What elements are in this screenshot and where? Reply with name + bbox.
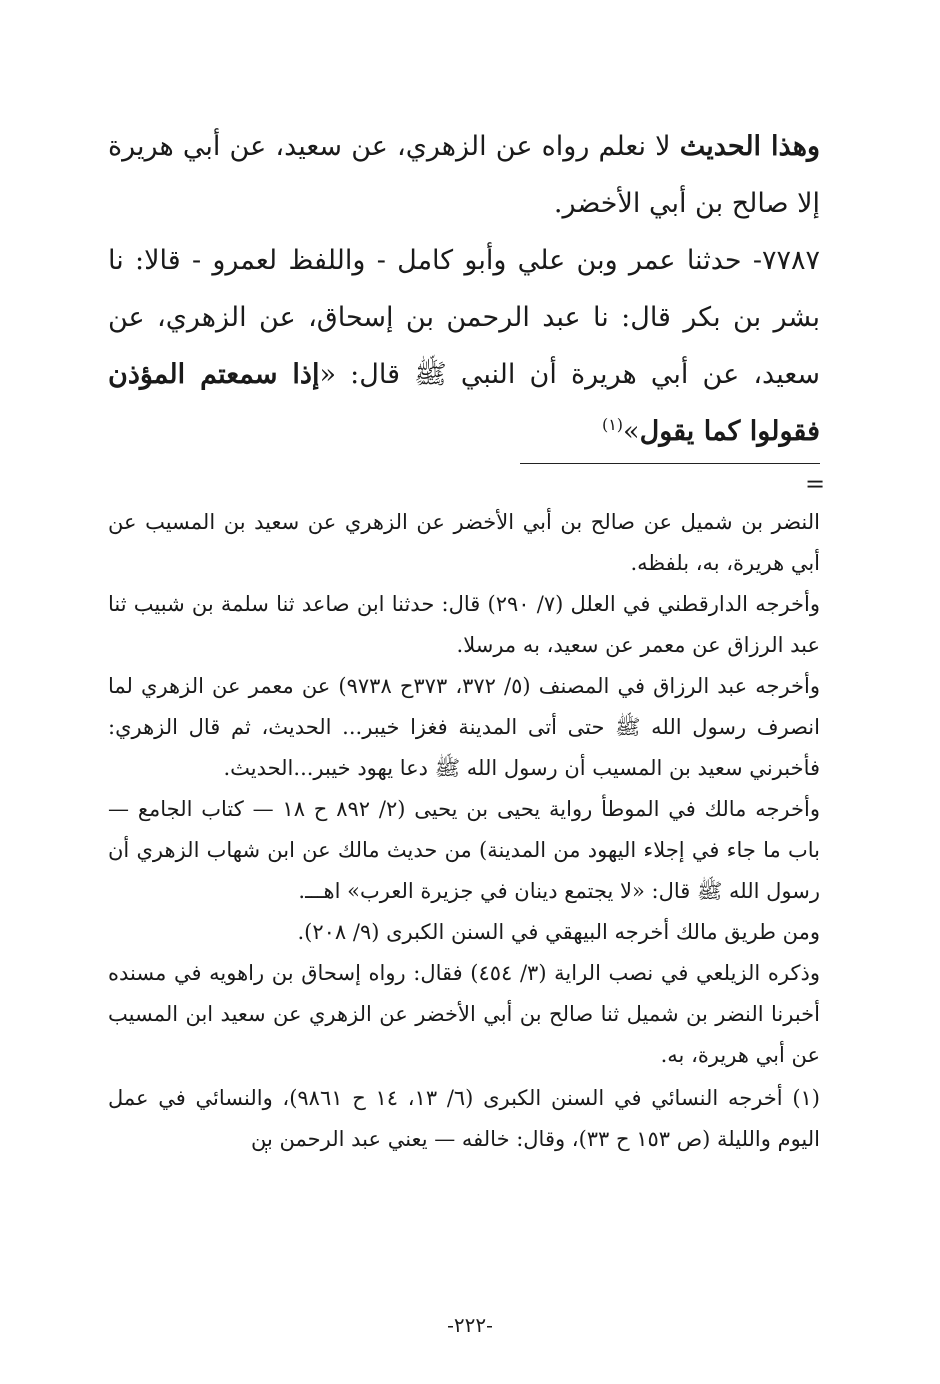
continuation-mark: = (805, 470, 826, 498)
footnote-text: أخرجه النسائي في السنن الكبرى (٦/ ١٣، ١٤ ح ٩٨٦١)، والنسائي في عمل اليوم والليلة (ص ١٥٣ ح ٣٣)، وقال: خالفه — يعني عبد الرحمن (108, 1086, 820, 1151)
hadith-chain: ٧٧٨٧- حدثنا عمر وبن علي وأبو كامل - واللفظ لعمرو - قالا: نا بشر بن بكر قال: نا عبد الرحمن بن إسحاق، عن الزهري، عن سعيد، عن أبي هريرة أن النبي ﷺ قال: « (108, 245, 821, 390)
note-paragraph: وأخرجه مالك في الموطأ رواية يحيى بن يحيى (٢/ ٨٩٢ ح ١٨ — كتاب الجامع — باب ما جاء في إجلاء اليهود من المدينة) من حديث مالك عن ابن شهاب الزهري أن رسول الله ﷺ قال: «لا يجتمع دينان في جزيرة العرب» اهـــ. (108, 797, 820, 903)
footnotes (108, 502, 820, 1160)
footnote-marker: (١) (792, 1086, 820, 1110)
footnote-last-word: بن (251, 1127, 273, 1151)
emphasis-hadith: وهذا الحديث (679, 131, 820, 162)
paragraph-1-text: لا نعلم رواه عن الزهري، عن سعيد، عن أبي هريرة إلا صالح بن أبي الأخضر. (108, 131, 820, 219)
paragraph-2 (108, 232, 820, 460)
main-text (108, 118, 820, 460)
footnote-1 (108, 1078, 820, 1160)
note-paragraph: ومن طريق مالك أخرجه البيهقي في السنن الكبرى (٩/ ٢٠٨). (297, 920, 820, 944)
quote-close: » (623, 416, 640, 447)
page-number: -٢٢٢- (447, 1313, 493, 1337)
hadith-text: إذا سمعتم المؤذن فقولوا كما يقول (108, 359, 820, 447)
note-paragraph: وأخرجه الدارقطني في العلل (٧/ ٢٩٠) قال: حدثنا ابن صاعد ثنا سلمة بن شبيب ثنا عبد الرزاق عن معمر عن سعيد، به مرسلا. (108, 592, 820, 657)
footnote-ref: (١) (601, 415, 624, 434)
note-paragraph: النضر بن شميل عن صالح بن أبي الأخضر عن الزهري عن سعيد بن المسيب عن أبي هريرة، به، بلفظه. (108, 510, 820, 575)
paragraph-1 (108, 118, 820, 232)
note-paragraph: وذكره الزيلعي في نصب الراية (٣/ ٤٥٤) فقال: رواه إسحاق بن راهويه في مسنده أخبرنا النضر بن شميل ثنا صالح بن أبي الأخضر عن الزهري عن سعيد ابن المسيب عن أبي هريرة، به. (108, 961, 820, 1067)
note-paragraph: وأخرجه عبد الرزاق في المصنف (٥/ ٣٧٢، ٣٧٣ح ٩٧٣٨) عن معمر عن الزهري لما انصرف رسول الله ﷺ حتى أتى المدينة فغزا خيبر... الحديث، ثم قال الزهري: فأخبرني سعيد بن المسيب أن رسول الله ﷺ دعا يهود خيبر...الحديث. (108, 674, 821, 780)
footnote-separator (520, 463, 820, 464)
